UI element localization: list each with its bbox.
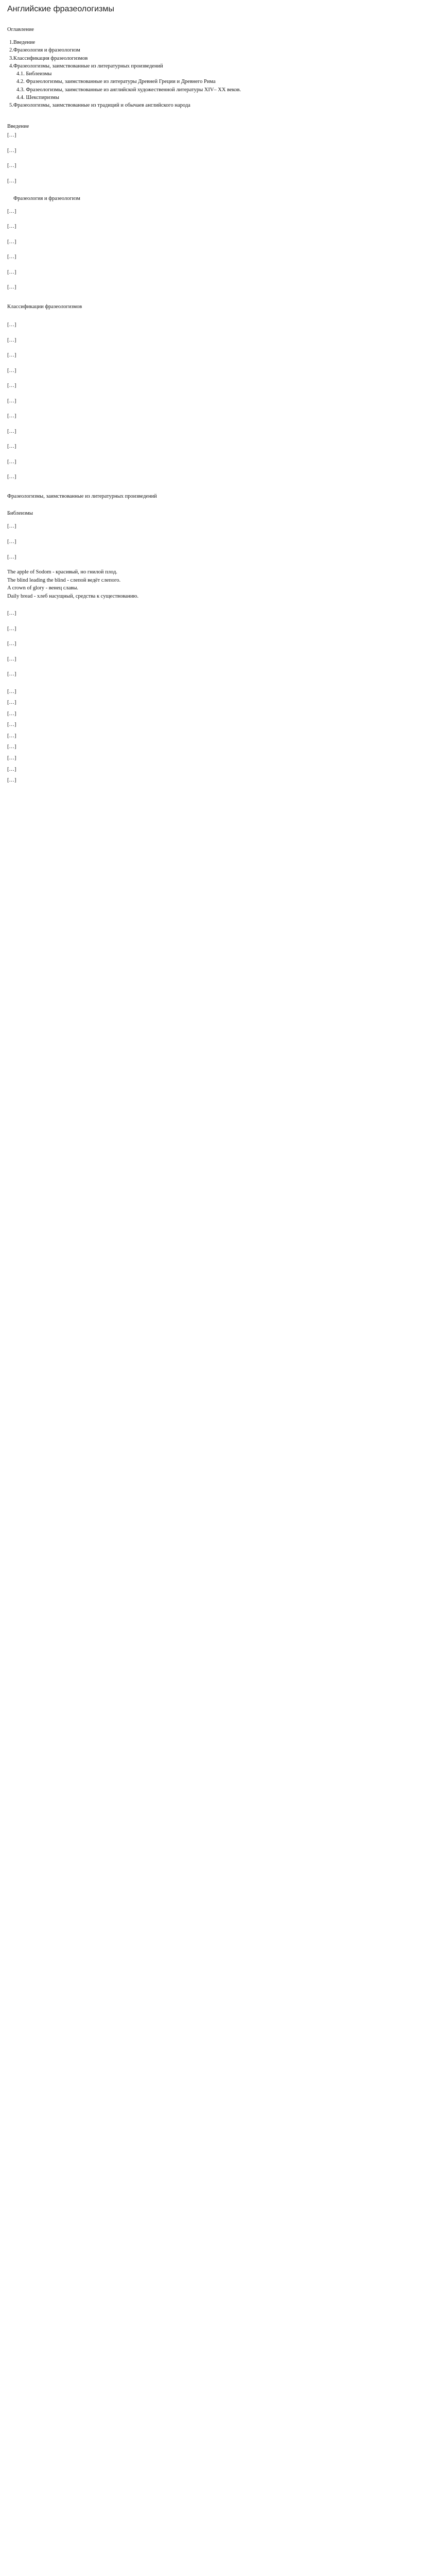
section-heading-phraseology: Фразеология и фразеологизм (13, 195, 80, 201)
toc-item[interactable]: 4.3. Фразеологизмы, заимствованные из английской художественной литературы XIV– XX веков. (16, 87, 241, 93)
document-page (0, 0, 436, 785)
example-line: The blind leading the blind - слепой ведёт слепого. (7, 577, 121, 583)
footnote: […] (7, 700, 16, 706)
paragraph: […] (7, 641, 16, 647)
toc-item[interactable]: 3.Классификация фразеологизмов (9, 55, 88, 61)
paragraph: […] (7, 322, 16, 328)
paragraph: […] (7, 554, 16, 560)
section-heading-classification: Классификации фразеологизмов (7, 303, 82, 310)
section-heading-intro: Введение (7, 124, 29, 130)
paragraph: […] (7, 459, 16, 465)
paragraph: […] (7, 269, 16, 275)
paragraph: […] (7, 523, 16, 530)
paragraph: […] (7, 147, 16, 154)
paragraph: […] (7, 413, 16, 419)
paragraph: […] (7, 625, 16, 632)
paragraph: […] (7, 163, 16, 169)
toc-item[interactable]: 4.4. Шекспиризмы (16, 94, 59, 100)
footnotes (7, 688, 429, 785)
toc-item[interactable]: 4.1. Библеизмы (16, 71, 52, 77)
paragraph: […] (7, 671, 16, 677)
paragraph: […] (7, 208, 16, 214)
paragraph: […] (7, 352, 16, 359)
toc-item[interactable]: 4.2. Фразеологизмы, заимствованные из литературы Древней Греции и Древнего Рима (16, 79, 216, 85)
footnote: […] (7, 766, 16, 772)
examples-list (7, 568, 429, 600)
paragraph: […] (7, 428, 16, 434)
footnote: […] (7, 744, 16, 750)
toc-item[interactable]: 1.Введение (9, 40, 36, 46)
paragraph: […] (7, 444, 16, 450)
footnote: […] (7, 777, 16, 784)
paragraph: […] (7, 239, 16, 245)
footnote: […] (7, 710, 16, 717)
example-line: A crown of glory - венец славы. (7, 585, 79, 591)
paragraph: […] (7, 337, 16, 343)
paragraph: […] (7, 284, 16, 291)
paragraph: […] (7, 474, 16, 480)
paragraph: […] (7, 224, 16, 230)
section-heading-bible: Библеизмы (7, 511, 33, 517)
table-of-contents (7, 39, 429, 109)
paragraph: […] (7, 178, 16, 184)
page-title: Английские фразеологизмы (7, 5, 114, 13)
paragraph: […] (7, 367, 16, 374)
toc-item[interactable]: 2.Фразеология и фразеологизм (9, 47, 80, 54)
paragraph: […] (7, 398, 16, 404)
footnote: […] (7, 733, 16, 739)
footnote: […] (7, 688, 16, 694)
toc-item[interactable]: 4.Фразеологизмы, заимствованные из литературных произведений (9, 63, 163, 69)
footnote: […] (7, 722, 16, 728)
toc-item[interactable]: 5.Фразеологизмы, заимствованные из традиций и обычаев английского народа (9, 102, 190, 108)
footnote: […] (7, 755, 16, 761)
paragraph: […] (7, 383, 16, 389)
paragraph: […] (7, 656, 16, 662)
toc-heading: Оглавление (7, 27, 34, 32)
paragraph: […] (7, 538, 16, 545)
paragraph: […] (7, 254, 16, 260)
example-line: The apple of Sodom - красивый, но гнилой плод. (7, 569, 117, 575)
paragraph: […] (7, 611, 16, 617)
example-line: Daily bread - хлеб насущный, средства к существованию. (7, 593, 139, 599)
section-heading-literary: Фразеологизмы, заимствованные из литературных произведений (7, 494, 157, 499)
paragraph: […] (7, 132, 16, 139)
